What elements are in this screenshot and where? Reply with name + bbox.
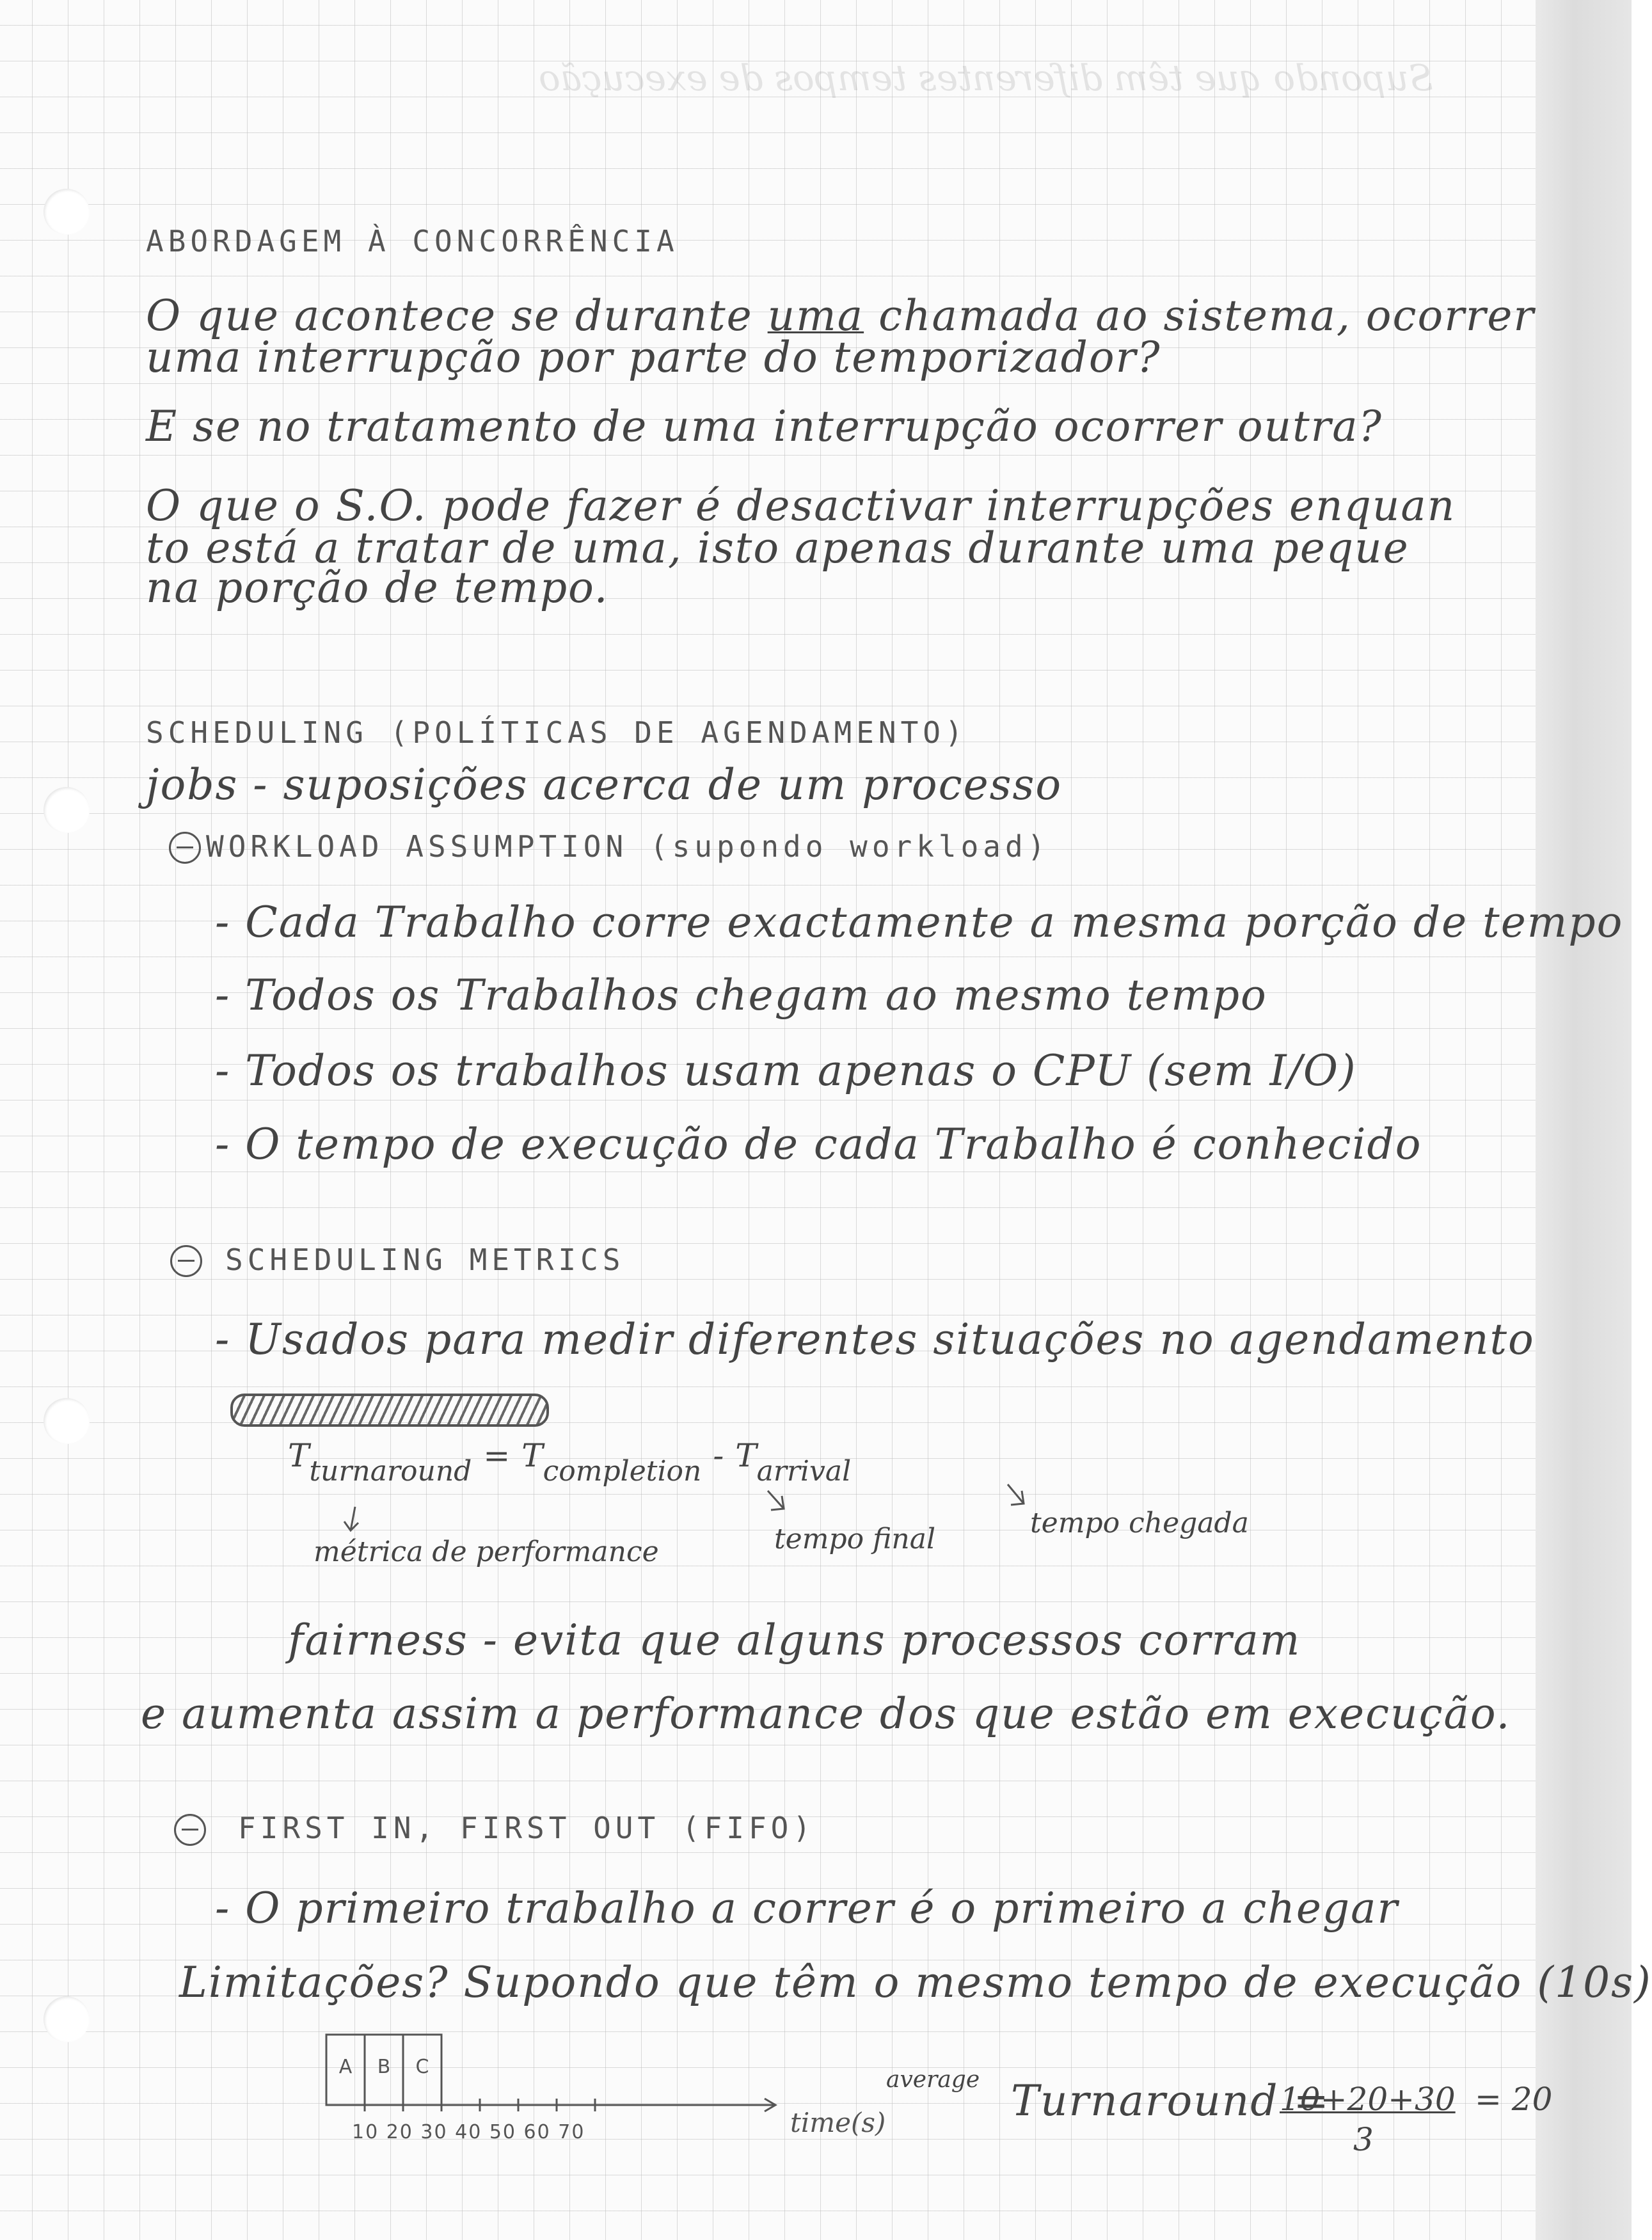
metrics-heading: SCHEDULING METRICS <box>225 1243 625 1277</box>
job-block-label: B <box>377 2056 391 2078</box>
question-line-1: O que acontece se durante uma chamada ao sistema, ocorrer <box>146 291 1535 340</box>
metrics-line: - Usados para medir diferentes situações no agendamento <box>215 1315 1535 1364</box>
job-block-label: A <box>338 2056 353 2078</box>
jobs-line: jobs - suposições acerca de um processo <box>146 760 1063 809</box>
concurrency-heading: ABORDAGEM À CONCORRÊNCIA <box>146 224 679 258</box>
assumption-item: - Todos os trabalhos usam apenas o CPU (sem I/O) <box>215 1046 1357 1095</box>
scheduling-heading: SCHEDULING (POLÍTICAS DE AGENDAMENTO) <box>146 715 967 750</box>
fifo-timeline-diagram <box>320 2015 886 2143</box>
assumption-item: - O tempo de execução de cada Trabalho é conhecido <box>215 1120 1422 1169</box>
fifo-line-2: Limitações? Supondo que têm o mesmo tempo de execução (10s) <box>179 1958 1652 2007</box>
average-result: = 20 <box>1475 2081 1553 2118</box>
axis-tick-labels: 10 20 30 40 50 60 70 <box>352 2121 585 2143</box>
turnaround-formula: Tturnaround = Tcompletion - Tarrival <box>288 1437 852 1488</box>
job-block-label: C <box>415 2056 429 2078</box>
fifo-line-1: - O primeiro trabalho a correr é o primeiro a chegar <box>215 1884 1399 1933</box>
question-2: E se no tratamento de uma interrupção ocorrer outra? <box>146 402 1383 451</box>
arrow-icon <box>768 1491 784 1510</box>
arrival-time-note: tempo chegada <box>1030 1507 1249 1539</box>
bleed-through-text: Supondo que têm diferentes tempos de execução <box>538 58 1433 99</box>
assumption-item: - Cada Trabalho corre exactamente a mesma porção de tempo <box>215 898 1624 947</box>
final-time-note: tempo final <box>774 1523 936 1555</box>
average-label: average <box>886 2067 980 2093</box>
arrow-icon <box>1008 1484 1024 1505</box>
arrow-icon <box>344 1507 358 1530</box>
answer-line-3: na porção de tempo. <box>146 563 609 612</box>
assumption-item: - Todos os Trabalhos chegam ao mesmo tempo <box>215 971 1267 1020</box>
question-line-2: uma interrupção por parte do temporizador? <box>146 333 1161 382</box>
performance-note: métrica de performance <box>314 1536 659 1568</box>
fraction-denominator: 3 <box>1353 2121 1374 2158</box>
fairness-line-1: fairness - evita que alguns processos corram <box>288 1616 1301 1665</box>
workload-heading: WORKLOAD ASSUMPTION (supondo workload) <box>206 829 1050 864</box>
answer-line-1: O que o S.O. pode fazer é desactivar interrupções enquan <box>146 481 1456 530</box>
bullet-circle-icon <box>174 1814 206 1846</box>
answer-line-2: to está a tratar de uma, isto apenas durante uma peque <box>146 523 1410 573</box>
fairness-line-2: e aumenta assim a performance dos que estão em execução. <box>141 1689 1511 1738</box>
fraction-numerator: 10+20+30 <box>1280 2081 1456 2118</box>
axis-label: time(s) <box>790 2107 886 2138</box>
turnaround-label: Turnaround = <box>1011 2076 1330 2125</box>
fifo-heading: FIRST IN, FIRST OUT (FIFO) <box>238 1811 816 1845</box>
